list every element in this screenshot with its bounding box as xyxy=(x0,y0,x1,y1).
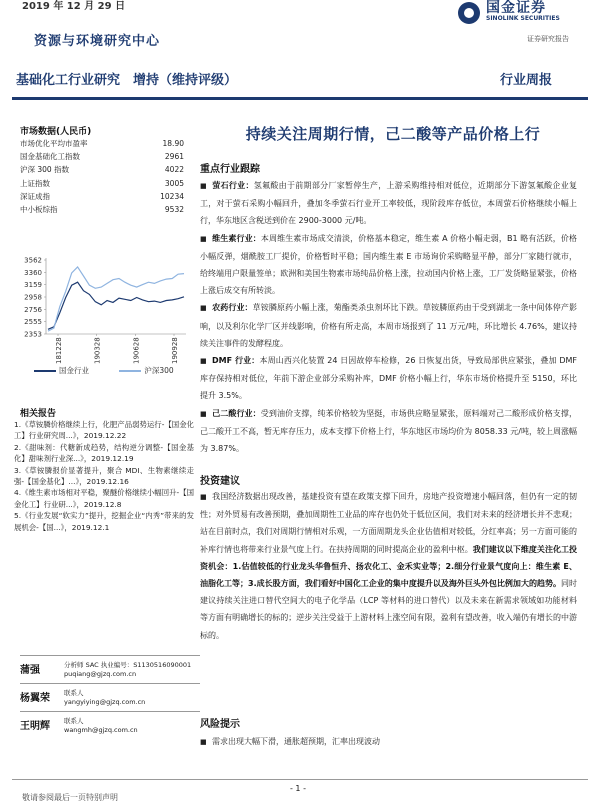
bullet-icon: ■ xyxy=(200,304,207,313)
chart-legend xyxy=(34,365,194,376)
x-tick-label: 190628 xyxy=(132,337,141,364)
analyst-name: 杨翼荣 xyxy=(20,693,50,704)
investment-paragraph xyxy=(200,488,577,644)
analyst-divider xyxy=(20,711,200,712)
related-reports-title: 相关报告 xyxy=(20,409,57,419)
tracking-item xyxy=(200,405,577,458)
analyst-card xyxy=(20,689,200,719)
brand-name-cn: 国金证券 xyxy=(486,0,546,16)
tracking-text: 本周山西兴化装置 24 日因故停车检修，26 日恢复出货，导致局部供应紧张，叠加 DMF 库存保持相对低位，年前下游企业部分采购补库，DMF 价格小幅上行，华东市场价格提升至 5150，环比提升 3.5%。 xyxy=(200,356,577,401)
logo-mark-icon xyxy=(458,2,480,24)
investment-advice xyxy=(200,488,577,644)
tracking-lead: DMF 行业： xyxy=(212,356,260,366)
market-label: 国金基础化工指数 xyxy=(20,152,80,162)
brand-logo xyxy=(458,0,588,30)
y-tick-label: 2958 xyxy=(24,293,42,302)
tracking-item xyxy=(200,230,577,300)
market-value: 10234 xyxy=(160,191,184,201)
analyst-divider xyxy=(20,683,200,684)
analyst-email[interactable]: puqiang@gjzq.com.cn xyxy=(64,670,137,678)
bullet-icon: ■ xyxy=(200,182,207,190)
related-report-link[interactable]: 5.《行业发展“软实力”提升，挖掘企业“内秀”带来的发展机会-【国...》，2019.12.1 xyxy=(14,511,194,532)
related-report-link[interactable]: 1.《草铵膦价格继续上行，化肥产品弱势运行-【国金化工】行业研究周...》，2019.12.22 xyxy=(14,420,194,441)
bullet-icon: ■ xyxy=(200,493,207,501)
tracking-lead: 农药行业： xyxy=(212,303,253,313)
y-tick-label: 2555 xyxy=(24,318,42,327)
market-label: 沪深 300 指数 xyxy=(20,165,70,175)
risk-text: 需求出现大幅下滑，通胀超预期，汇率出现波动 xyxy=(212,737,380,746)
risk-item xyxy=(200,733,577,751)
industry-rating: 基础化工行业研究 增持（维持评级） xyxy=(16,73,238,88)
market-data-row xyxy=(20,203,184,216)
tracking-lead: 维生素行业： xyxy=(212,233,261,243)
risk-notes xyxy=(200,733,577,751)
investment-text: 同时建议持续关注进口替代空间大的电子化学品（LCP 等材料的进口替代）以及未来在新需求领域如功能材料等方面有明确增长的标的；逆步关注受益于上游材料上涨空间有限，盈利有望改善，收入端仍有增长的中游标的。 xyxy=(200,579,577,640)
analyst-email[interactable]: wangmh@gjzq.com.cn xyxy=(64,726,138,734)
related-report-link[interactable]: 4.《维生素市场相对平稳，聚醚价格继续小幅回升-【国金化工】行业研...》，2019.12.8 xyxy=(14,488,194,509)
related-reports-list xyxy=(14,419,194,533)
footer-divider xyxy=(12,779,588,780)
analyst-name: 蒲强 xyxy=(20,665,40,676)
market-label: 市场优化平均市盈率 xyxy=(20,139,88,148)
bullet-icon: ■ xyxy=(200,409,207,418)
analyst-role: 联系人 xyxy=(64,689,84,697)
analyst-role: 分析师 SAC 执业编号：S1130516090001 xyxy=(64,661,192,669)
report-type: 行业周报 xyxy=(500,73,553,88)
tracking-item xyxy=(200,299,577,352)
analyst-divider xyxy=(20,655,200,656)
y-tick-label: 3159 xyxy=(24,281,42,290)
report-title: 持续关注周期行情，己二酸等产品价格上行 xyxy=(245,125,541,143)
series-line-1 xyxy=(48,267,184,331)
market-value: 3005 xyxy=(164,178,184,188)
brand-subtitle: 证券研究报告 xyxy=(527,35,569,43)
x-tick-label: 190328 xyxy=(93,337,102,364)
market-label: 深证成指 xyxy=(20,191,50,201)
analyst-email[interactable]: yangyiying@gjzq.com.cn xyxy=(64,698,146,706)
brand-name-en: SINOLINK SECURITIES xyxy=(486,15,560,22)
bullet-icon: ■ xyxy=(200,234,207,243)
bullet-icon: ■ xyxy=(200,738,207,746)
market-data-row xyxy=(20,163,184,176)
analyst-info xyxy=(64,717,204,735)
legend-swatch xyxy=(119,370,141,372)
tracking-item xyxy=(200,177,577,230)
x-tick-label: 181228 xyxy=(55,337,63,364)
market-data-row xyxy=(20,150,184,163)
analyst-name: 王明辉 xyxy=(20,721,50,732)
bullet-icon: ■ xyxy=(200,357,207,366)
analyst-card xyxy=(20,661,200,691)
market-data-row xyxy=(20,190,184,203)
market-value: 9532 xyxy=(164,204,184,214)
analyst-info xyxy=(64,689,204,707)
market-label: 上证指数 xyxy=(20,178,50,188)
market-data-row xyxy=(20,137,184,150)
market-value: 18.90 xyxy=(162,139,184,148)
analyst-info xyxy=(64,661,204,679)
analyst-card xyxy=(20,717,200,747)
investment-text: 我国经济数据出现改善，基建投资有望在政策支撑下回升，房地产投资增速小幅回落，但仍有一定的韧性；对外贸易有改善预期，叠加周期性工业品的库存也仍处于低位区间，我们对未来的经济增长并不悲观；站在目前时点，我们对周期行情相对乐观，一方面周期龙头企业估值相对较低，分红率高；另一方面可能的补库行情也将带来行业景气度上行。在扶持周期的同时提高企业的盈利中枢。 xyxy=(200,492,577,554)
y-tick-label: 2756 xyxy=(24,305,42,314)
tracking-lead: 萤石行业： xyxy=(212,181,254,190)
market-value: 2961 xyxy=(164,152,184,162)
industry-tracking-list xyxy=(200,177,577,457)
section-heading-risk: 风险提示 xyxy=(200,719,240,730)
tracking-lead: 己二酸行业： xyxy=(212,408,261,418)
page-number: - 1 - xyxy=(290,784,306,793)
market-data-row xyxy=(20,177,184,190)
investment-highlight: 我们建议以下维度关注化工投资机会：1.估值较低的行业龙头华鲁恒升、扬农化工、金禾实业等；2.细分行业景气度向上：维生素 E、油脂化工等；3.成长股方面，我们看好中国化工企业的集中度提升以及海外巨头外包比例加大的趋势。 xyxy=(200,544,578,589)
section-heading-tracking: 重点行业跟踪 xyxy=(200,164,260,175)
legend-label: 国金行业 xyxy=(59,366,89,375)
related-report-link[interactable]: 3.《草铵膦报价显著提升，聚合 MDI、生物素继续走强-【国金基化】...》，2019.12.16 xyxy=(14,465,194,487)
tracking-text: 本周维生素市场成交清淡，价格基本稳定，维生素 A 价格小幅走弱，B1 略有活跃，价格小幅反弹，烟酰胺工厂提价，价格暂时平稳；国内维生素 E 市场询价采购略显平静，部分厂家随行就市，给终端用户限量签单；欧洲和美国生物素市场纯品价格上涨，拉动国内价格上涨，工厂发货略显紧张，价格上涨后成交有所转淡。 xyxy=(200,233,577,296)
analyst-role: 联系人 xyxy=(64,717,84,725)
section-heading-investment: 投资建议 xyxy=(200,476,240,487)
x-tick-label: 190928 xyxy=(171,337,179,364)
legend-item xyxy=(34,366,89,375)
tracking-item xyxy=(200,352,577,405)
market-value: 4022 xyxy=(164,165,184,175)
report-date: 2019 年 12 月 29 日 xyxy=(22,1,126,12)
index-trend-chart xyxy=(16,248,192,380)
tracking-text: 草铵膦原药小幅上涨，菊酯类杀虫剂坏比下跌。草铵膦原药由于受到湖北一条中间体停产影响，以及利尔化学厂区并线影响，价格有所走高，本周市场报到了 11 万元/吨，环比增长 4.76%，建议持续关注事件的发酵程度。 xyxy=(200,303,578,348)
legend-swatch xyxy=(34,370,56,372)
related-report-link[interactable]: 2.《甜味剂：代糖新成趋势，结构逆分调整-【国金基化】甜味剂行业深...》，2019.12.19 xyxy=(14,442,194,464)
footer-disclaimer: 敬请参阅最后一页特别声明 xyxy=(22,793,118,802)
market-data-title: 市场数据(人民币) xyxy=(20,127,92,137)
y-tick-label: 3360 xyxy=(24,268,42,277)
tracking-text: 受到油价支撑，纯苯价格较为坚挺，市场供应略显紧张，原料端对己二酸形成价格支撑，己二酸开工不高，暂无库存压力，成本支撑下价格上行，华东地区市场均价为 8058.33 元/吨，较上周涨幅为 3.87%。 xyxy=(200,408,577,454)
legend-item xyxy=(119,366,173,375)
header-divider xyxy=(12,97,588,100)
legend-label: 沪深300 xyxy=(144,366,174,375)
series-line-0 xyxy=(48,282,184,329)
y-tick-label: 2353 xyxy=(24,330,42,339)
market-label: 中小板综指 xyxy=(20,204,58,214)
market-data-table xyxy=(20,137,184,216)
tracking-text: 氢氟酸由于前期部分厂家暂停生产，上游采购维持相对低位，近期部分下游氢氟酸企业复工，对于萤石采购小幅回升，叠加冬季萤石行业开工率较低，现阶段库存低位，本周萤石价格继续小幅上行，华东地区含税送到价在 2900-3000 元/吨。 xyxy=(200,181,578,226)
y-tick-label: 3562 xyxy=(24,256,42,265)
department-name: 资源与环境研究中心 xyxy=(34,34,161,49)
